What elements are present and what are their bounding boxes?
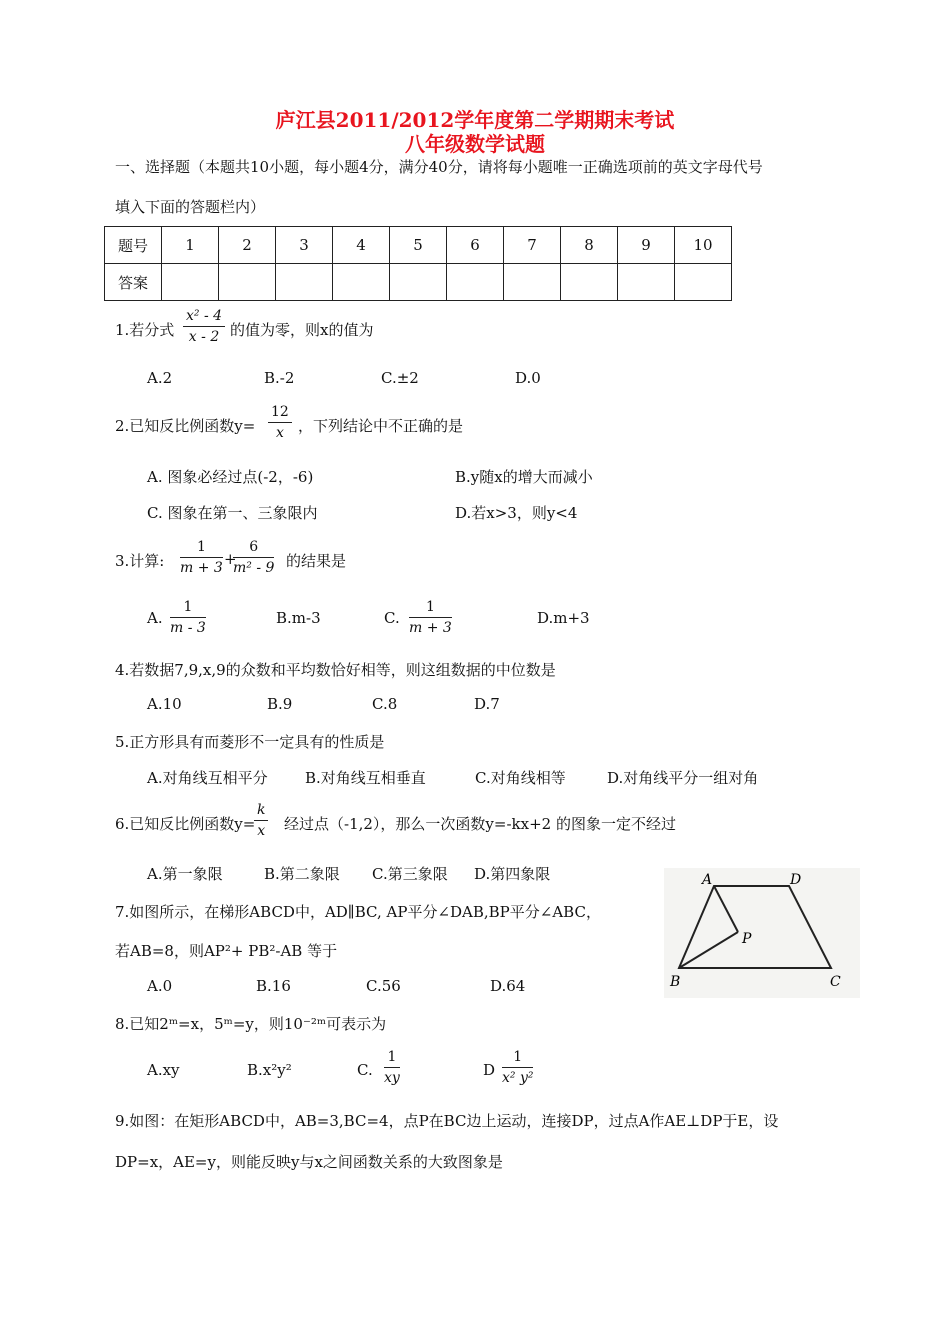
q8-optd-den: x² y² <box>502 1070 534 1086</box>
q2-frac-den: x <box>275 425 284 441</box>
q6-option-b: B.第二象限 <box>264 865 340 883</box>
q3-option-a-label: A. <box>147 609 163 627</box>
q5-option-d: D.对角线平分一组对角 <box>607 769 759 787</box>
q8-text: 8.已知2ᵐ=x，5ᵐ=y，则10⁻²ᵐ可表示为 <box>115 1015 387 1033</box>
q8-option-d-label: D <box>483 1061 496 1079</box>
q3-prefix: 3.计算: <box>115 552 165 570</box>
answer-table-answer-row <box>105 264 732 301</box>
q3-f1-num: 1 <box>180 537 223 558</box>
q7-option-c: C.56 <box>366 977 401 995</box>
q5-option-c: C.对角线相等 <box>475 769 566 787</box>
q1-option-c: C.±2 <box>381 369 419 387</box>
q4-option-d: D.7 <box>474 695 500 713</box>
q9-line2: DP=x，AE=y，则能反映y与x之间函数关系的大致图象是 <box>115 1153 503 1171</box>
answer-cell[interactable] <box>675 264 732 301</box>
q1-fraction <box>183 306 225 347</box>
q8-option-d-fraction <box>502 1047 533 1088</box>
q3-fraction-1 <box>180 537 223 578</box>
table-cell: 8 <box>561 227 618 264</box>
answer-cell[interactable] <box>447 264 504 301</box>
table-cell: 答案 <box>105 264 162 301</box>
label-c: C <box>830 974 841 990</box>
q8-option-c-label: C. <box>357 1061 373 1079</box>
table-cell: 2 <box>219 227 276 264</box>
q5-option-a: A.对角线互相平分 <box>147 769 268 787</box>
q8-option-a: A.xy <box>147 1061 180 1079</box>
q3-plus: + <box>224 550 237 568</box>
q1-option-a: A.2 <box>147 369 173 387</box>
q7-line1: 7.如图所示，在梯形ABCD中，AD∥BC, AP平分∠DAB,BP平分∠ABC， <box>115 903 601 921</box>
q1-prefix: 1.若分式 <box>115 321 175 339</box>
q7-option-d: D.64 <box>490 977 526 995</box>
exam-subtitle: 八年级数学试题 <box>405 132 545 156</box>
q8-optc-den: xy <box>384 1070 400 1086</box>
q3-option-c-fraction <box>409 597 452 638</box>
label-d: D <box>790 872 802 888</box>
q2-option-b: B.y随x的增大而减小 <box>455 468 593 486</box>
q2-option-c: C. 图象在第一、三象限内 <box>147 504 318 522</box>
q2-option-a: A. 图象必经过点(-2，-6) <box>147 468 314 486</box>
q7-option-b: B.16 <box>256 977 291 995</box>
table-cell: 题号 <box>105 227 162 264</box>
q3-f1-den: m + 3 <box>180 560 223 576</box>
q3-f2-num: 6 <box>233 537 274 558</box>
q3-f2-den: m² - 9 <box>233 560 275 576</box>
q8-optc-num: 1 <box>384 1047 400 1068</box>
q3-option-c-label: C. <box>384 609 400 627</box>
answer-table-header-row <box>105 227 732 264</box>
q2-suffix: ，下列结论中不正确的是 <box>298 417 464 435</box>
q3-option-b: B.m-3 <box>276 609 321 627</box>
q5-text: 5.正方形具有而菱形不一定具有的性质是 <box>115 733 385 751</box>
q2-option-d: D.若x>3，则y<4 <box>455 504 578 522</box>
q8-optd-num: 1 <box>502 1047 533 1068</box>
q3-optc-num: 1 <box>409 597 452 618</box>
label-b: B <box>670 974 681 990</box>
q4-option-c: C.8 <box>372 695 398 713</box>
section1-instruction: 一、选择题（本题共10小题，每小题4分，满分40分，请将每小题唯一正确选项前的英文字母代号 <box>115 158 763 176</box>
table-cell: 5 <box>390 227 447 264</box>
table-cell: 3 <box>276 227 333 264</box>
q2-prefix: 2.已知反比例函数y= <box>115 417 256 435</box>
q8-option-b: B.x²y² <box>247 1061 292 1079</box>
table-cell: 7 <box>504 227 561 264</box>
q3-opta-num: 1 <box>170 597 206 618</box>
q7-line2: 若AB=8，则AP²+ PB²-AB 等于 <box>115 942 338 960</box>
trapezoid-figure <box>664 868 860 998</box>
q2-frac-num: 12 <box>268 402 292 423</box>
answer-cell[interactable] <box>504 264 561 301</box>
q1-frac-den: x - 2 <box>188 329 220 345</box>
answer-table <box>104 226 732 301</box>
table-cell: 1 <box>162 227 219 264</box>
q3-optc-den: m + 3 <box>409 620 452 636</box>
q6-frac-num: k <box>254 800 268 821</box>
q5-option-b: B.对角线互相垂直 <box>305 769 426 787</box>
q1-frac-num: x² - 4 <box>183 306 225 327</box>
q8-option-c-fraction <box>384 1047 400 1088</box>
table-cell: 4 <box>333 227 390 264</box>
q6-option-a: A.第一象限 <box>147 865 223 883</box>
q1-option-d: D.0 <box>515 369 541 387</box>
q6-suffix: 经过点（-1,2），那么一次函数y=-kx+2 的图象一定不经过 <box>284 815 676 833</box>
section1-instruction-cont: 填入下面的答题栏内） <box>115 198 266 216</box>
answer-cell[interactable] <box>390 264 447 301</box>
q3-option-a-fraction <box>170 597 206 638</box>
q6-frac-den: x <box>257 823 266 839</box>
q3-fraction-2 <box>233 537 274 578</box>
answer-cell[interactable] <box>333 264 390 301</box>
q3-option-d: D.m+3 <box>537 609 590 627</box>
table-cell: 6 <box>447 227 504 264</box>
answer-cell[interactable] <box>162 264 219 301</box>
answer-cell[interactable] <box>561 264 618 301</box>
table-cell: 9 <box>618 227 675 264</box>
answer-cell[interactable] <box>618 264 675 301</box>
q4-text: 4.若数据7,9,x,9的众数和平均数恰好相等，则这组数据的中位数是 <box>115 661 556 679</box>
q4-option-a: A.10 <box>147 695 182 713</box>
q7-option-a: A.0 <box>147 977 173 995</box>
q3-opta-den: m - 3 <box>170 620 206 636</box>
q1-option-b: B.-2 <box>264 369 295 387</box>
q4-option-b: B.9 <box>267 695 293 713</box>
q6-option-c: C.第三象限 <box>372 865 448 883</box>
q6-option-d: D.第四象限 <box>474 865 551 883</box>
label-p: P <box>742 931 752 947</box>
answer-cell[interactable] <box>276 264 333 301</box>
q1-suffix: 的值为零，则x的值为 <box>230 321 374 339</box>
exam-title: 庐江县2011/2012学年度第二学期期末考试 <box>275 108 675 132</box>
label-a: A <box>702 872 713 888</box>
q6-fraction <box>254 800 268 841</box>
q9-line1: 9.如图：在矩形ABCD中，AB=3,BC=4，点P在BC边上运动，连接DP，过点A作AE⊥DP于E，设 <box>115 1112 779 1130</box>
answer-cell[interactable] <box>219 264 276 301</box>
q6-prefix: 6.已知反比例函数y= <box>115 815 256 833</box>
q3-suffix: 的结果是 <box>286 552 347 570</box>
q2-fraction <box>268 402 292 443</box>
table-cell: 10 <box>675 227 732 264</box>
